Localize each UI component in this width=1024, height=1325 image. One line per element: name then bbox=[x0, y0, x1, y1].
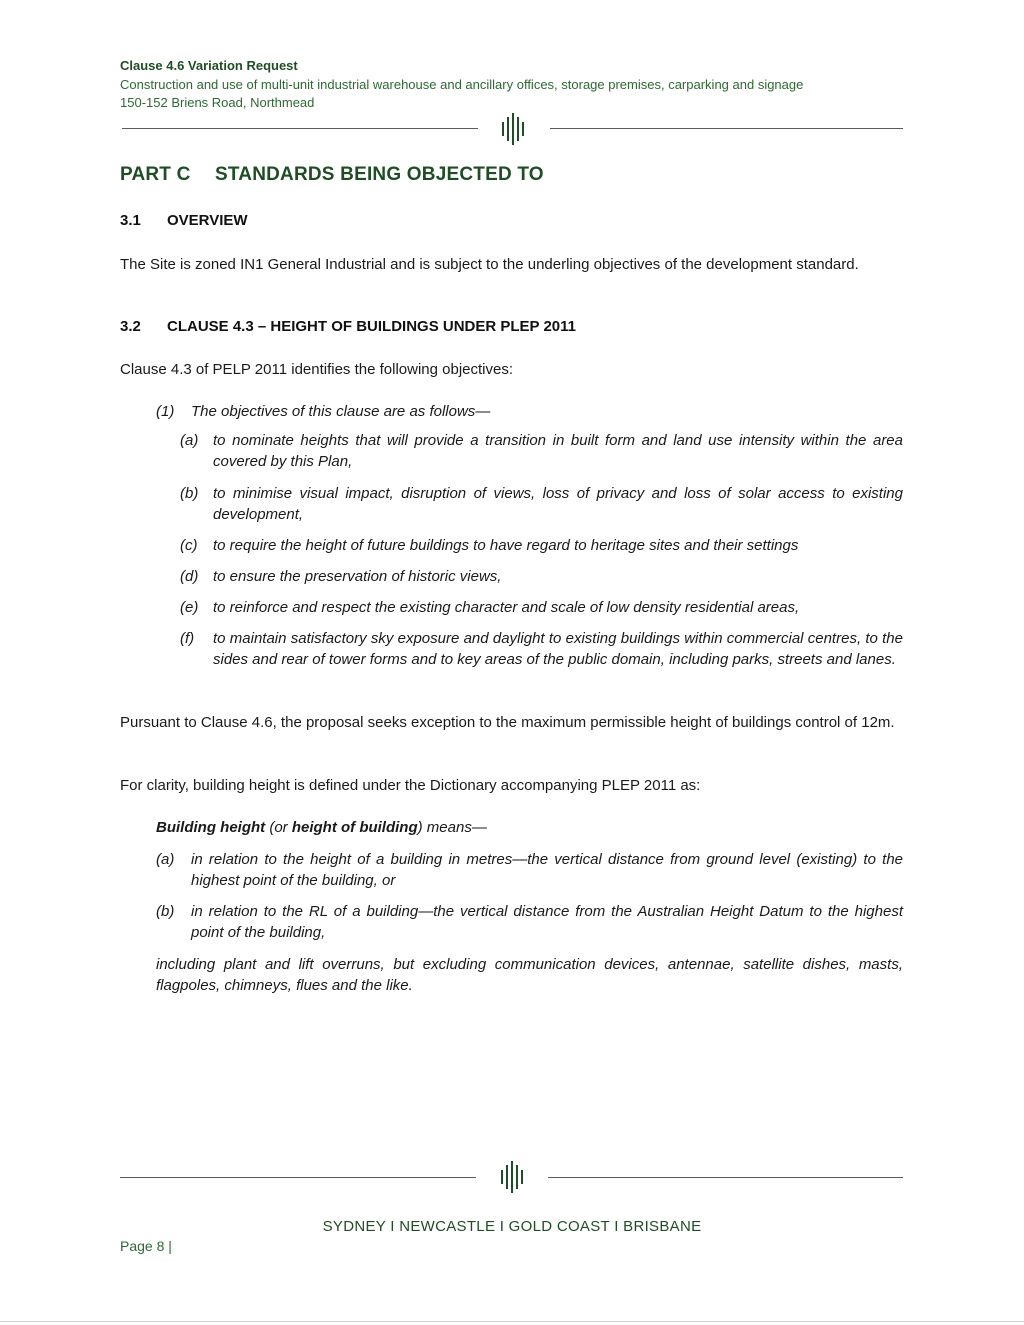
brand-logo-icon bbox=[501, 1161, 523, 1193]
section-title: OVERVIEW bbox=[167, 212, 248, 229]
list-label: (1) bbox=[156, 403, 175, 420]
definition-term: Building height bbox=[156, 819, 266, 836]
list-label: (c) bbox=[180, 537, 198, 554]
page-number: Page 8 | bbox=[120, 1238, 172, 1254]
list-item bbox=[180, 483, 903, 525]
header-rule-left bbox=[122, 128, 478, 129]
list-text: to reinforce and respect the existing character and scale of low density residential areas, bbox=[213, 599, 800, 616]
definition-closing: including plant and lift overruns, but excluding communication devices, antennae, satellite dishes, masts, flagpoles, chimneys, flues and the like. bbox=[156, 956, 903, 994]
section-heading-clause-4-3 bbox=[120, 318, 576, 335]
page-edge bbox=[0, 1321, 1024, 1322]
list-item bbox=[180, 535, 903, 556]
overview-paragraph: The Site is zoned IN1 General Industrial and is subject to the underling objectives of the development standard. bbox=[120, 256, 859, 273]
footer-rule-right bbox=[548, 1177, 903, 1178]
list-item bbox=[180, 597, 903, 618]
list-item bbox=[180, 628, 903, 691]
footer-cities: SYDNEY I NEWCASTLE I GOLD COAST I BRISBANE bbox=[322, 1218, 702, 1235]
list-text: to ensure the preservation of historic views, bbox=[213, 568, 502, 585]
list-text: in relation to the height of a building in metres—the vertical distance from ground level (existing) to the highest point of the building, or bbox=[191, 851, 903, 889]
header-rule-right bbox=[550, 128, 903, 129]
section-title: CLAUSE 4.3 – HEIGHT OF BUILDINGS UNDER PLEP 2011 bbox=[167, 318, 576, 335]
brand-logo-icon bbox=[502, 113, 524, 145]
pursuant-paragraph: Pursuant to Clause 4.6, the proposal seeks exception to the maximum permissible height of buildings control of 12m. bbox=[120, 714, 895, 731]
definition-means: ) means— bbox=[417, 819, 487, 836]
header-address: 150-152 Briens Road, Northmead bbox=[120, 95, 315, 110]
clarity-paragraph: For clarity, building height is defined under the Dictionary accompanying PLEP 2011 as: bbox=[120, 777, 701, 794]
footer-rule-left bbox=[120, 1177, 476, 1178]
list-item bbox=[156, 849, 903, 891]
list-label: (a) bbox=[156, 851, 175, 868]
list-item bbox=[156, 901, 903, 943]
section-number: 3.1 bbox=[120, 212, 141, 229]
part-heading bbox=[120, 164, 544, 186]
definition-heading bbox=[156, 817, 903, 838]
definition-term-alt: height of building bbox=[291, 819, 418, 836]
objective-heading bbox=[156, 401, 903, 422]
part-number: PART C bbox=[120, 164, 191, 185]
list-label: (e) bbox=[180, 599, 199, 616]
list-item bbox=[180, 566, 903, 587]
definition-or: (or bbox=[265, 819, 292, 836]
clause-intro-paragraph: Clause 4.3 of PELP 2011 identifies the following objectives: bbox=[120, 361, 514, 378]
list-label: (b) bbox=[180, 485, 199, 502]
list-text: to minimise visual impact, disruption of views, loss of privacy and loss of solar access to existing development, bbox=[213, 485, 903, 523]
list-label: (f) bbox=[180, 630, 195, 647]
header-title: Clause 4.6 Variation Request bbox=[120, 58, 298, 73]
section-number: 3.2 bbox=[120, 318, 141, 335]
part-title: STANDARDS BEING OBJECTED TO bbox=[215, 164, 544, 185]
header-subtitle: Construction and use of multi-unit industrial warehouse and ancillary offices, storage premises, carparking and signage bbox=[120, 77, 804, 92]
list-label: (b) bbox=[156, 903, 175, 920]
section-heading-overview bbox=[120, 212, 248, 229]
list-text: in relation to the RL of a building—the vertical distance from the Australian Height Datum to the highest point of the building, bbox=[191, 903, 903, 941]
list-text: to nominate heights that will provide a transition in built form and land use intensity within the area covered by this Plan, bbox=[213, 432, 903, 470]
list-label: (a) bbox=[180, 432, 199, 449]
list-text: to require the height of future buildings to have regard to heritage sites and their settings bbox=[213, 537, 799, 554]
list-text: to maintain satisfactory sky exposure and daylight to existing buildings within commercial centres, to the sides and rear of tower forms and to key areas of the public domain, including parks, streets and lanes. bbox=[213, 630, 903, 668]
list-text: The objectives of this clause are as follows— bbox=[191, 403, 491, 420]
list-label: (d) bbox=[180, 568, 199, 585]
list-item bbox=[180, 430, 903, 472]
